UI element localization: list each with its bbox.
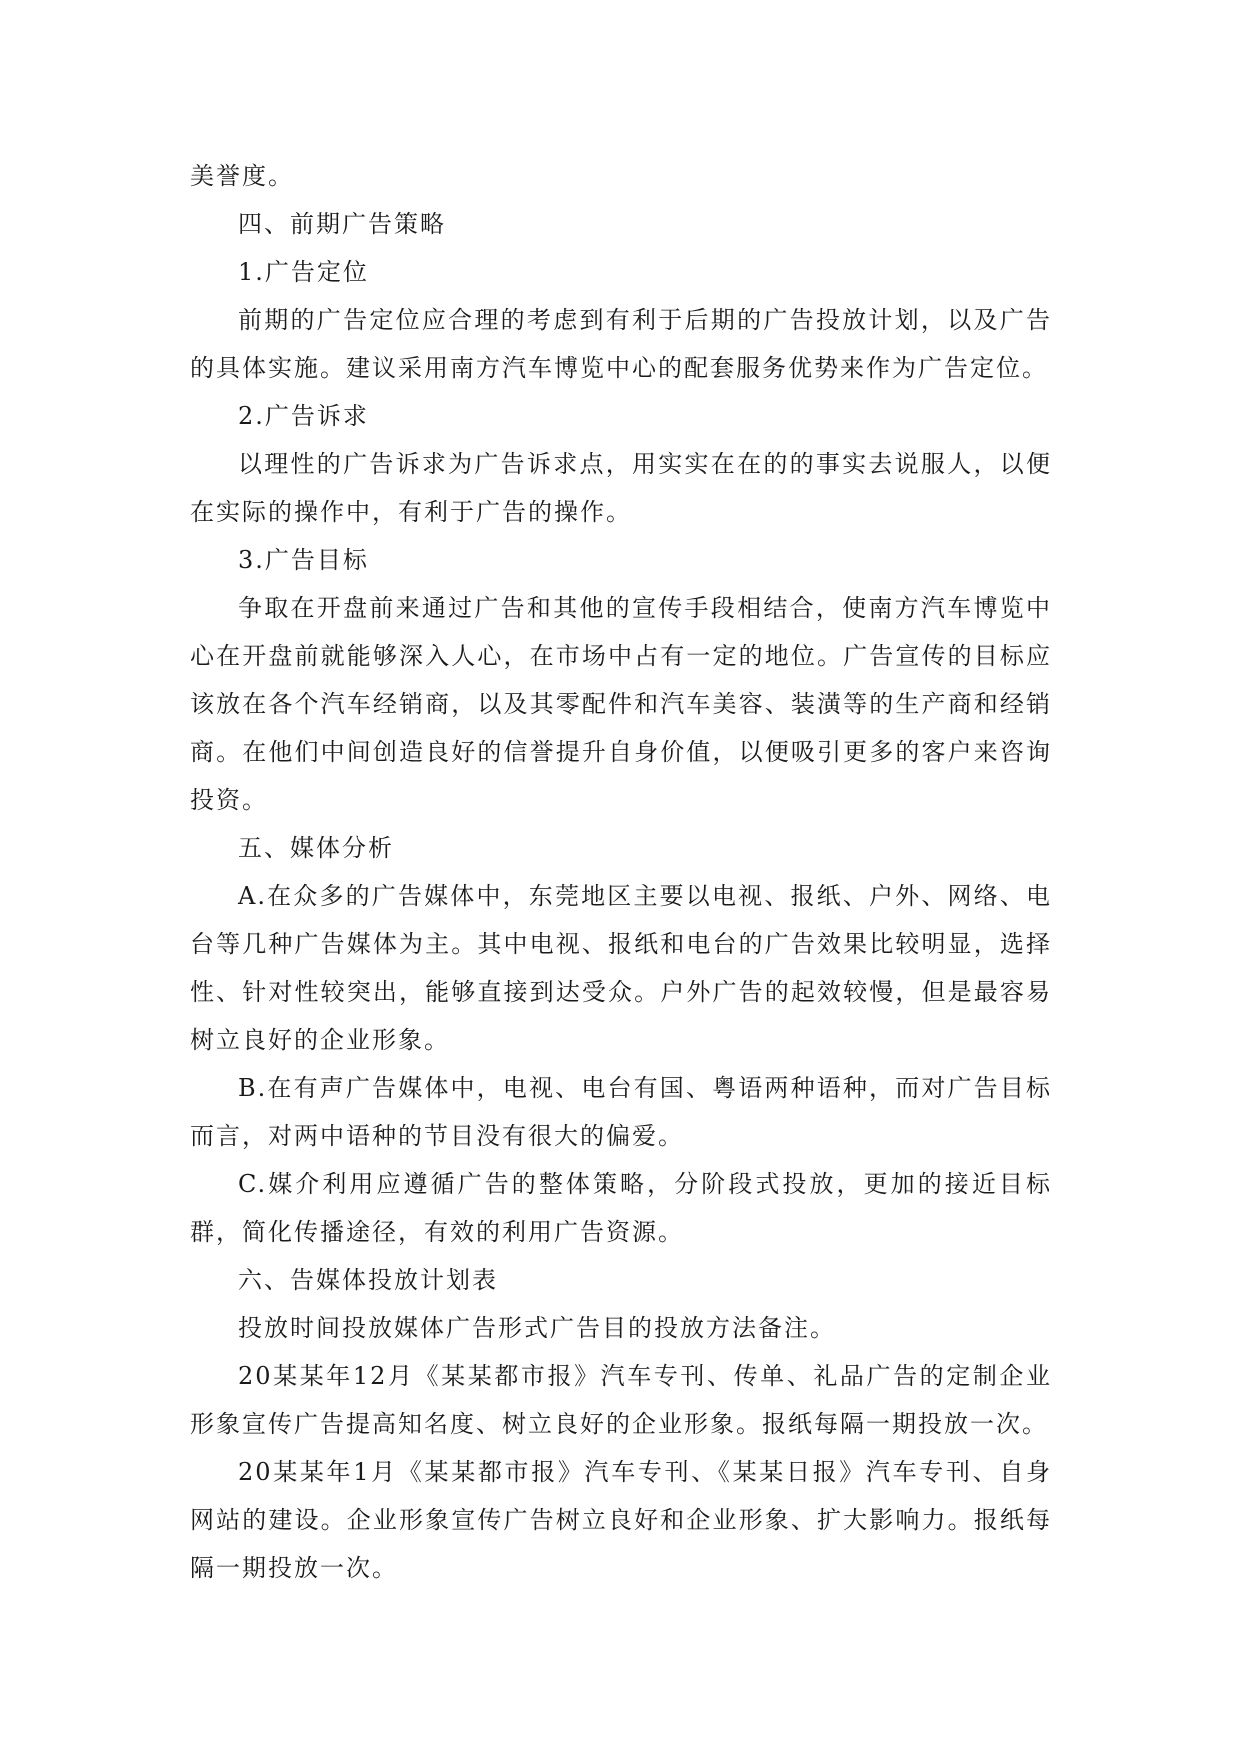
paragraph-ad-appeal: 以理性的广告诉求为广告诉求点，用实实在在的的事实去说服人，以便在实际的操作中，有利于广告的操作。 [190, 450, 1052, 526]
paragraph-schedule-december: 20某某年12月《某某都市报》汽车专刊、传单、礼品广告的定制企业形象宣传广告提高知名度、树立良好的企业形象。报纸每隔一期投放一次。 [190, 1362, 1052, 1438]
section-heading-4: 四、前期广告策略 [238, 210, 446, 238]
paragraph-ad-goal: 争取在开盘前来通过广告和其他的宣传手段相结合，使南方汽车博览中心在开盘前就能够深入人心，在市场中占有一定的地位。广告宣传的目标应该放在各个汽车经销商，以及其零配件和汽车美容、装潢等的生产商和经销商。在他们中间创造良好的信誉提升自身价值，以便吸引更多的客户来咨询投资。 [190, 594, 1052, 814]
document-page [190, 152, 1052, 1592]
section-heading-5: 五、媒体分析 [238, 834, 394, 862]
paragraph-media-b: B.在有声广告媒体中，电视、电台有国、粤语两种语种，而对广告目标而言，对两中语种的节目没有很大的偏爱。 [190, 1074, 1052, 1150]
paragraph-schedule-columns: 投放时间投放媒体广告形式广告目的投放方法备注。 [238, 1314, 836, 1342]
paragraph-continuation: 美誉度。 [190, 162, 294, 190]
subheading-ad-goal: 3.广告目标 [238, 546, 369, 574]
paragraph-media-c: C.媒介利用应遵循广告的整体策略，分阶段式投放，更加的接近目标群，简化传播途径，有效的利用广告资源。 [190, 1170, 1052, 1246]
subheading-ad-positioning: 1.广告定位 [238, 258, 369, 286]
subheading-ad-appeal: 2.广告诉求 [238, 402, 369, 430]
paragraph-media-a: A.在众多的广告媒体中，东莞地区主要以电视、报纸、户外、网络、电台等几种广告媒体为主。其中电视、报纸和电台的广告效果比较明显，选择性、针对性较突出，能够直接到达受众。户外广告的起效较慢，但是最容易树立良好的企业形象。 [190, 882, 1052, 1054]
paragraph-schedule-january: 20某某年1月《某某都市报》汽车专刊、《某某日报》汽车专刊、自身网站的建设。企业形象宣传广告树立良好和企业形象、扩大影响力。报纸每隔一期投放一次。 [190, 1458, 1052, 1582]
section-heading-6: 六、告媒体投放计划表 [238, 1266, 498, 1294]
paragraph-ad-positioning: 前期的广告定位应合理的考虑到有利于后期的广告投放计划，以及广告的具体实施。建议采用南方汽车博览中心的配套服务优势来作为广告定位。 [190, 306, 1052, 382]
